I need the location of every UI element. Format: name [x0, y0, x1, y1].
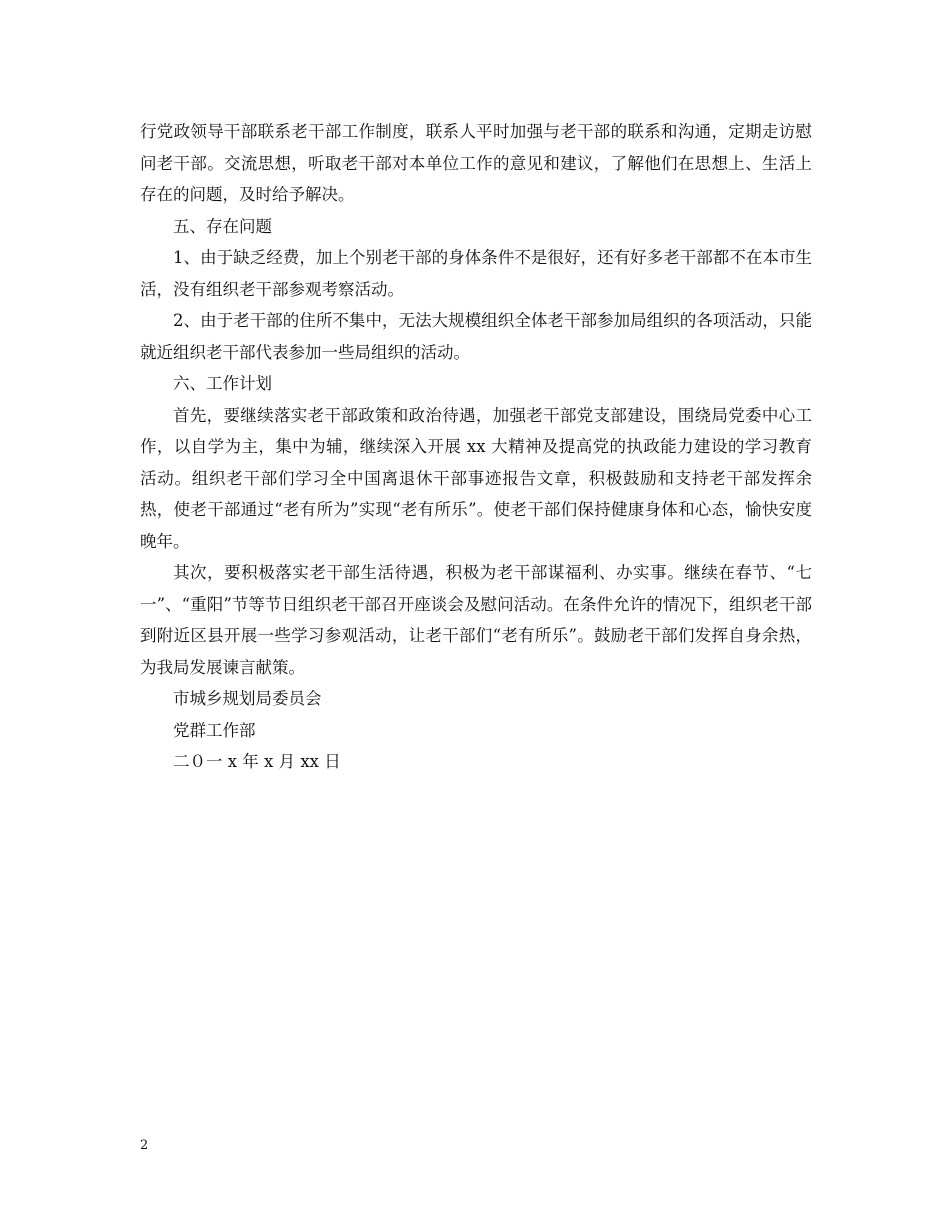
section-heading-work-plan: 六、工作计划 [173, 374, 272, 393]
page-number: 2 [140, 1138, 149, 1153]
section-heading-problems: 五、存在问题 [173, 216, 272, 236]
signature-organization: 市城乡规划局委员会 [173, 689, 322, 708]
paragraph-continuation: 行党政领导干部联系老干部工作制度，联系人平时加强与老干部的联系和沟通，定期走访慰问老干部。交流思想，听取老干部对本单位工作的意见和建议，了解他们在思想上、生活上存在的问题，及时给予解决。 [140, 122, 812, 204]
paragraph-problem-1: 1、由于缺乏经费，加上个别老干部的身体条件不是很好，还有好多老干部都不在本市生活，没有组织老干部参观考察活动。 [140, 248, 812, 299]
paragraph-plan-second: 其次，要积极落实老干部生活待遇，积极为老干部谋福利、办实事。继续在春节、“七一”、“重阳”节等节日组织老干部召开座谈会及慰问活动。在条件允许的情况下，组织老干部到附近区县开展一些学习参观活动，让老干部们“老有所乐”。鼓励老干部们发挥自身余热，为我局发展谏言献策。 [140, 563, 812, 677]
document-body [140, 116, 812, 778]
signature-department: 党群工作部 [173, 720, 256, 740]
paragraph-plan-first: 首先，要继续落实老干部政策和政治待遇，加强老干部党支部建设，围绕局党委中心工作，以自学为主，集中为辅，继续深入开展 xx 大精神及提高党的执政能力建设的学习教育活动。组织老干部们学习全中国离退休干部事迹报告文章，积极鼓励和支持老干部发挥余热，使老干部通过“老有所为”实现“老有所乐”。使老干部们保持健康身体和心态，愉快安度晚年。 [140, 405, 812, 551]
paragraph-problem-2: 2、由于老干部的住所不集中，无法大规模组织全体老干部参加局组织的各项活动，只能就近组织老干部代表参加一些局组织的活动。 [140, 311, 812, 362]
signature-date: 二０一 x 年 x 月 xx 日 [173, 752, 341, 771]
